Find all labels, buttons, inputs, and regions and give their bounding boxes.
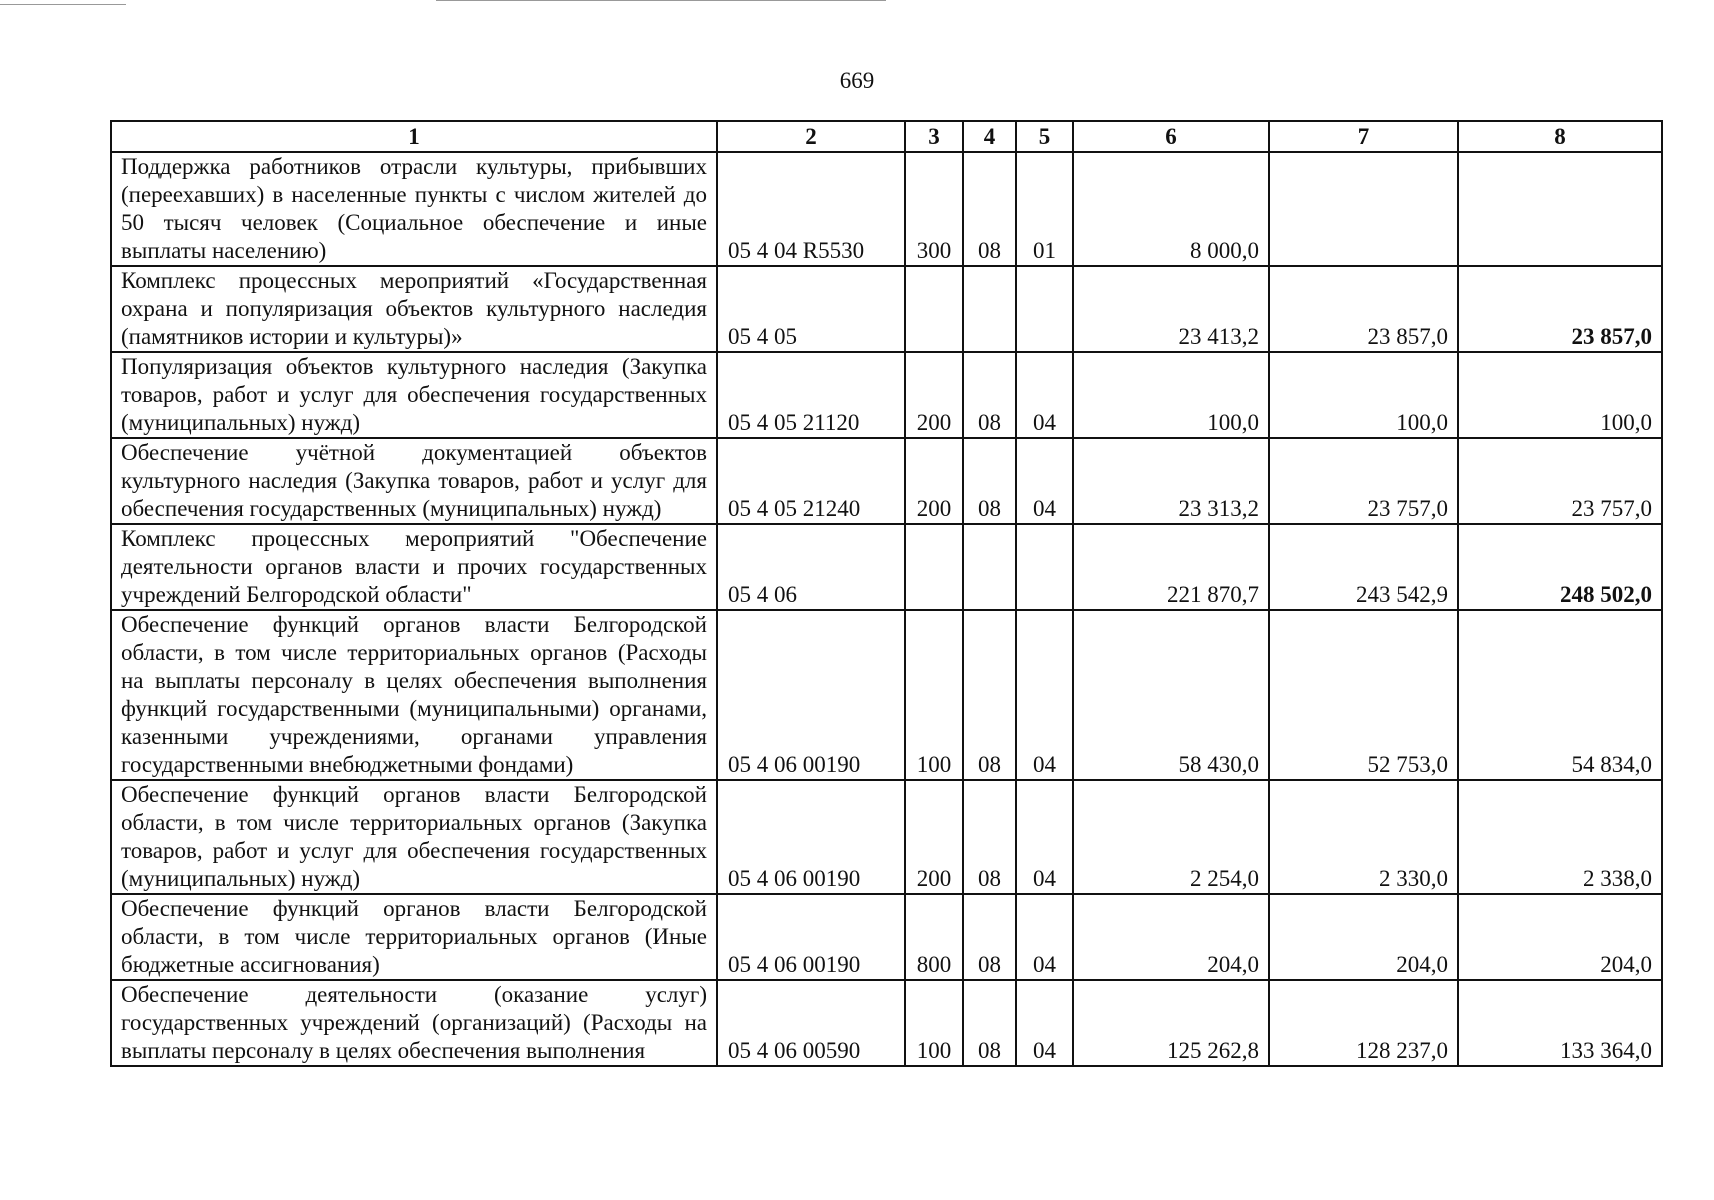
column-header: 3 <box>905 121 963 152</box>
subsection-cell: 04 <box>1016 980 1073 1066</box>
amount-col7-cell: 128 237,0 <box>1269 980 1458 1066</box>
section-cell: 08 <box>963 894 1016 980</box>
expense-name-cell: Обеспечение функций органов власти Белгородской области, в том числе территориальных органов (Расходы на выплаты персоналу в целях обеспечения выполнения функций государственными (муниципальными) органами, казенными учреждениями, органами управления государственными внебюджетными фондами) <box>111 610 717 780</box>
amount-col8-cell <box>1458 152 1662 266</box>
header-row <box>111 121 1662 152</box>
target-code-cell: 05 4 06 00590 <box>717 980 905 1066</box>
amount-col6-cell: 204,0 <box>1073 894 1269 980</box>
subsection-cell: 04 <box>1016 610 1073 780</box>
amount-col8-cell: 23 857,0 <box>1458 266 1662 352</box>
target-code-cell: 05 4 05 21120 <box>717 352 905 438</box>
budget-table <box>110 120 1663 1067</box>
subsection-cell: 04 <box>1016 894 1073 980</box>
expense-type-cell: 200 <box>905 780 963 894</box>
target-code-cell: 05 4 05 <box>717 266 905 352</box>
amount-col8-cell: 2 338,0 <box>1458 780 1662 894</box>
target-code-cell: 05 4 04 R5530 <box>717 152 905 266</box>
target-code-cell: 05 4 06 00190 <box>717 894 905 980</box>
column-header: 5 <box>1016 121 1073 152</box>
table-row <box>111 980 1662 1066</box>
table-row <box>111 152 1662 266</box>
expense-name-cell: Комплекс процессных мероприятий «Государственная охрана и популяризация объектов культурного наследия (памятников истории и культуры)» <box>111 266 717 352</box>
table-row <box>111 610 1662 780</box>
subsection-cell <box>1016 266 1073 352</box>
amount-col7-cell: 23 857,0 <box>1269 266 1458 352</box>
expense-type-cell <box>905 266 963 352</box>
expense-type-cell: 800 <box>905 894 963 980</box>
amount-col7-cell: 2 330,0 <box>1269 780 1458 894</box>
amount-col7-cell: 100,0 <box>1269 352 1458 438</box>
section-cell: 08 <box>963 780 1016 894</box>
amount-col7-cell: 243 542,9 <box>1269 524 1458 610</box>
target-code-cell: 05 4 05 21240 <box>717 438 905 524</box>
amount-col7-cell <box>1269 152 1458 266</box>
section-cell: 08 <box>963 980 1016 1066</box>
scan-artifact-line <box>0 4 126 5</box>
target-code-cell: 05 4 06 00190 <box>717 610 905 780</box>
amount-col8-cell: 54 834,0 <box>1458 610 1662 780</box>
expense-type-cell: 300 <box>905 152 963 266</box>
column-header: 1 <box>111 121 717 152</box>
amount-col6-cell: 58 430,0 <box>1073 610 1269 780</box>
amount-col6-cell: 23 313,2 <box>1073 438 1269 524</box>
page-number: 669 <box>839 68 875 93</box>
amount-col6-cell: 221 870,7 <box>1073 524 1269 610</box>
expense-name-cell: Обеспечение функций органов власти Белгородской области, в том числе территориальных органов (Иные бюджетные ассигнования) <box>111 894 717 980</box>
table-row <box>111 780 1662 894</box>
expense-name-cell: Обеспечение учётной документацией объектов культурного наследия (Закупка товаров, работ и услуг для обеспечения государственных (муниципальных) нужд) <box>111 438 717 524</box>
subsection-cell <box>1016 524 1073 610</box>
amount-col8-cell: 204,0 <box>1458 894 1662 980</box>
table-row <box>111 352 1662 438</box>
column-header: 4 <box>963 121 1016 152</box>
expense-type-cell: 100 <box>905 980 963 1066</box>
table-body <box>111 152 1662 1066</box>
table-row <box>111 438 1662 524</box>
column-header: 6 <box>1073 121 1269 152</box>
section-cell: 08 <box>963 152 1016 266</box>
expense-name-cell: Поддержка работников отрасли культуры, прибывших (переехавших) в населенные пункты с числом жителей до 50 тысяч человек (Социальное обеспечение и иные выплаты населению) <box>111 152 717 266</box>
amount-col7-cell: 23 757,0 <box>1269 438 1458 524</box>
amount-col6-cell: 2 254,0 <box>1073 780 1269 894</box>
subsection-cell: 04 <box>1016 780 1073 894</box>
section-cell <box>963 524 1016 610</box>
section-cell: 08 <box>963 610 1016 780</box>
expense-name-cell: Обеспечение функций органов власти Белгородской области, в том числе территориальных органов (Закупка товаров, работ и услуг для обеспечения государственных (муниципальных) нужд) <box>111 780 717 894</box>
subsection-cell: 04 <box>1016 438 1073 524</box>
amount-col6-cell: 125 262,8 <box>1073 980 1269 1066</box>
target-code-cell: 05 4 06 <box>717 524 905 610</box>
column-header: 2 <box>717 121 905 152</box>
section-cell <box>963 266 1016 352</box>
expense-name-cell: Комплекс процессных мероприятий "Обеспечение деятельности органов власти и прочих государственных учреждений Белгородской области" <box>111 524 717 610</box>
expense-type-cell: 200 <box>905 438 963 524</box>
amount-col8-cell: 23 757,0 <box>1458 438 1662 524</box>
amount-col7-cell: 204,0 <box>1269 894 1458 980</box>
table-row <box>111 524 1662 610</box>
column-header: 8 <box>1458 121 1662 152</box>
amount-col8-cell: 248 502,0 <box>1458 524 1662 610</box>
amount-col6-cell: 23 413,2 <box>1073 266 1269 352</box>
expense-name-cell: Популяризация объектов культурного наследия (Закупка товаров, работ и услуг для обеспечения государственных (муниципальных) нужд) <box>111 352 717 438</box>
amount-col8-cell: 100,0 <box>1458 352 1662 438</box>
target-code-cell: 05 4 06 00190 <box>717 780 905 894</box>
table-row <box>111 266 1662 352</box>
amount-col7-cell: 52 753,0 <box>1269 610 1458 780</box>
column-header: 7 <box>1269 121 1458 152</box>
amount-col8-cell: 133 364,0 <box>1458 980 1662 1066</box>
expense-name-cell: Обеспечение деятельности (оказание услуг) государственных учреждений (организаций) (Расходы на выплаты персоналу в целях обеспечения выполнения <box>111 980 717 1066</box>
subsection-cell: 04 <box>1016 352 1073 438</box>
subsection-cell: 01 <box>1016 152 1073 266</box>
scan-artifact-line <box>436 0 886 1</box>
amount-col6-cell: 100,0 <box>1073 352 1269 438</box>
amount-col6-cell: 8 000,0 <box>1073 152 1269 266</box>
expense-type-cell: 100 <box>905 610 963 780</box>
section-cell: 08 <box>963 438 1016 524</box>
expense-type-cell: 200 <box>905 352 963 438</box>
table-header <box>111 121 1662 152</box>
section-cell: 08 <box>963 352 1016 438</box>
expense-type-cell <box>905 524 963 610</box>
table-row <box>111 894 1662 980</box>
